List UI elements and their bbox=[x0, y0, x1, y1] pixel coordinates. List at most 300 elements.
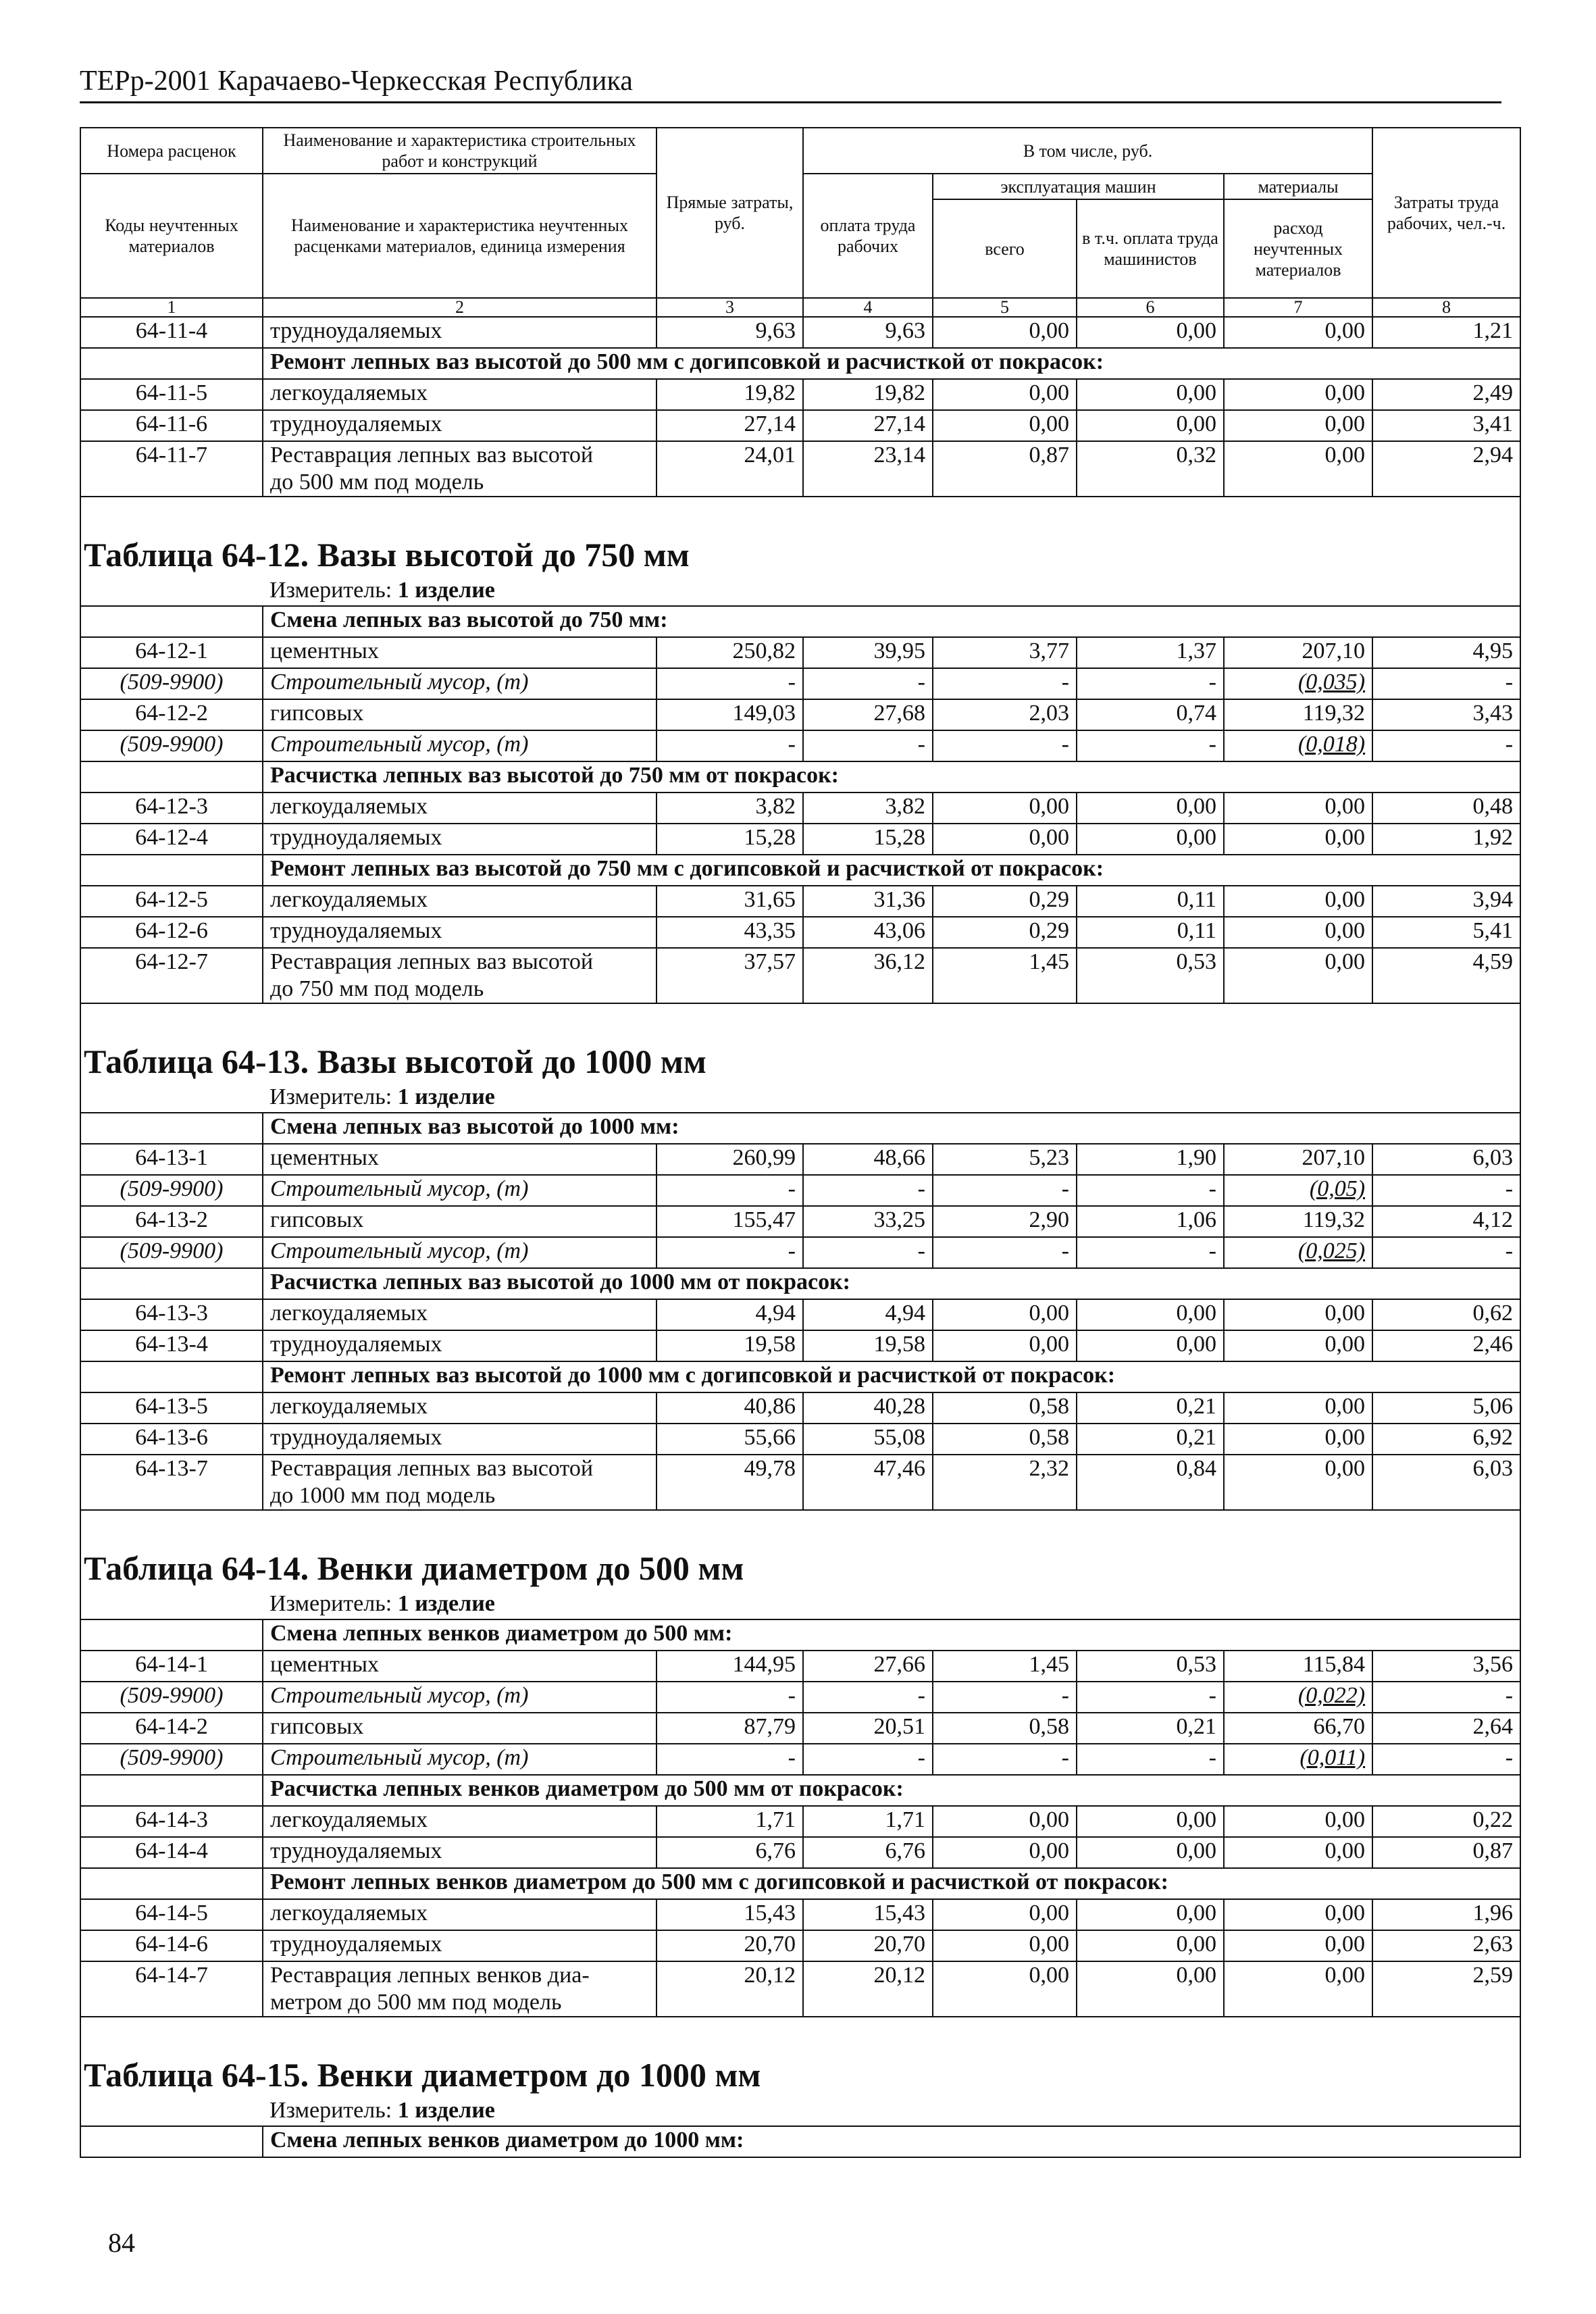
table-row bbox=[80, 1837, 1520, 1868]
group-title: Смена лепных венков диаметром до 500 мм: bbox=[263, 1619, 1372, 1651]
rate-code: 64-13-4 bbox=[80, 1330, 263, 1361]
direct-cost: 31,65 bbox=[657, 886, 803, 917]
rate-name bbox=[263, 1455, 657, 1510]
labor-pay: 4,94 bbox=[803, 1299, 933, 1330]
labor-cost: - bbox=[1372, 730, 1520, 761]
material-row bbox=[80, 1237, 1520, 1268]
materials-use: 0,00 bbox=[1224, 1961, 1372, 2017]
rate-name-line: до 750 мм под модель bbox=[270, 976, 484, 1001]
material-quantity: (0,025) bbox=[1297, 1238, 1366, 1263]
table-row bbox=[80, 917, 1520, 948]
labor-cost: 2,59 bbox=[1372, 1961, 1520, 2017]
col-code-bottom: Коды неучтенных материалов bbox=[80, 174, 263, 298]
materials-use bbox=[1224, 730, 1372, 761]
labor-cost: 1,21 bbox=[1372, 317, 1520, 348]
machines-total: 2,90 bbox=[933, 1206, 1077, 1237]
group-header-row bbox=[80, 606, 1520, 637]
labor-pay: 47,46 bbox=[803, 1455, 933, 1510]
direct-cost: 4,94 bbox=[657, 1299, 803, 1330]
col-incl: В том числе, руб. bbox=[803, 128, 1372, 174]
machines-total: 2,32 bbox=[933, 1455, 1077, 1510]
labor-pay: 6,76 bbox=[803, 1837, 933, 1868]
materials-use bbox=[1224, 668, 1372, 699]
materials-use: 119,32 bbox=[1224, 699, 1372, 730]
machines-pay: 0,84 bbox=[1077, 1455, 1224, 1510]
direct-cost: 27,14 bbox=[657, 410, 803, 441]
materials-use: 0,00 bbox=[1224, 1424, 1372, 1455]
group-blank bbox=[1372, 606, 1520, 637]
rate-name: легкоудаляемых bbox=[263, 886, 657, 917]
machines-pay: 0,00 bbox=[1077, 824, 1224, 855]
materials-use: 0,00 bbox=[1224, 1930, 1372, 1961]
table-row bbox=[80, 1424, 1520, 1455]
header-row-1 bbox=[80, 128, 1520, 174]
rate-code: 64-14-6 bbox=[80, 1930, 263, 1961]
machines-pay: 0,11 bbox=[1077, 886, 1224, 917]
materials-use: 0,00 bbox=[1224, 1392, 1372, 1424]
direct-cost: 37,57 bbox=[657, 948, 803, 1003]
machines-total: 0,58 bbox=[933, 1392, 1077, 1424]
rate-code: 64-12-2 bbox=[80, 699, 263, 730]
group-header-row bbox=[80, 1113, 1520, 1144]
group-blank bbox=[80, 606, 263, 637]
col-num: 7 bbox=[1224, 298, 1372, 317]
materials-use bbox=[1224, 1237, 1372, 1268]
machines-total: 0,00 bbox=[933, 1806, 1077, 1837]
direct-cost: 19,82 bbox=[657, 379, 803, 410]
rate-code: 64-13-7 bbox=[80, 1455, 263, 1510]
labor-cost: 1,96 bbox=[1372, 1899, 1520, 1930]
table-row bbox=[80, 1455, 1520, 1510]
materials-use: 0,00 bbox=[1224, 917, 1372, 948]
machines-pay: 0,21 bbox=[1077, 1713, 1224, 1744]
materials-use: 0,00 bbox=[1224, 824, 1372, 855]
material-name: Строительный мусор, (т) bbox=[263, 668, 657, 699]
direct-cost: 43,35 bbox=[657, 917, 803, 948]
group-header-row bbox=[80, 1619, 1520, 1651]
labor-cost: - bbox=[1372, 1682, 1520, 1713]
rate-code: 64-14-3 bbox=[80, 1806, 263, 1837]
labor-pay: 19,58 bbox=[803, 1330, 933, 1361]
machines-total: 1,45 bbox=[933, 1651, 1077, 1682]
rate-name bbox=[263, 948, 657, 1003]
col-num: 4 bbox=[803, 298, 933, 317]
rate-name-line: Реставрация лепных ваз высотой bbox=[270, 949, 594, 974]
materials-use bbox=[1224, 1682, 1372, 1713]
measure-value: 1 изделие bbox=[397, 1084, 495, 1109]
table-title: Таблица 64-13. Вазы высотой до 1000 мм bbox=[80, 1003, 1520, 1084]
machines-pay: 1,06 bbox=[1077, 1206, 1224, 1237]
rate-code: 64-12-4 bbox=[80, 824, 263, 855]
direct-cost: 149,03 bbox=[657, 699, 803, 730]
materials-use: 0,00 bbox=[1224, 886, 1372, 917]
group-header-row bbox=[80, 1868, 1520, 1899]
rate-name: трудноудаляемых bbox=[263, 317, 657, 348]
machines-pay: 1,90 bbox=[1077, 1144, 1224, 1175]
table-title-row bbox=[80, 1003, 1520, 1084]
materials-use: 0,00 bbox=[1224, 410, 1372, 441]
labor-pay: 27,66 bbox=[803, 1651, 933, 1682]
table-row bbox=[80, 441, 1520, 497]
table-row bbox=[80, 699, 1520, 730]
rate-name-line: до 1000 мм под модель bbox=[270, 1483, 496, 1508]
machines-total: - bbox=[933, 1682, 1077, 1713]
table-row bbox=[80, 1930, 1520, 1961]
direct-cost: 6,76 bbox=[657, 1837, 803, 1868]
machines-pay: 0,21 bbox=[1077, 1392, 1224, 1424]
group-blank bbox=[1372, 1361, 1520, 1392]
labor-cost: - bbox=[1372, 1744, 1520, 1775]
machines-pay: 0,00 bbox=[1077, 1930, 1224, 1961]
machines-total: 0,00 bbox=[933, 1961, 1077, 2017]
machines-pay: 0,00 bbox=[1077, 793, 1224, 824]
labor-cost: 6,03 bbox=[1372, 1144, 1520, 1175]
material-code: (509-9900) bbox=[80, 730, 263, 761]
table-row bbox=[80, 637, 1520, 668]
measure-unit bbox=[263, 577, 1372, 606]
labor-pay: 15,43 bbox=[803, 1899, 933, 1930]
col-labor-pay: оплата труда рабочих bbox=[803, 174, 933, 298]
machines-total: 5,23 bbox=[933, 1144, 1077, 1175]
rate-name-line: до 500 мм под модель bbox=[270, 470, 484, 495]
rate-name: трудноудаляемых bbox=[263, 1330, 657, 1361]
labor-pay: 55,08 bbox=[803, 1424, 933, 1455]
table-title: Таблица 64-12. Вазы высотой до 750 мм bbox=[80, 497, 1520, 577]
rate-name: легкоудаляемых bbox=[263, 1299, 657, 1330]
group-blank bbox=[80, 761, 263, 793]
machines-pay: 0,00 bbox=[1077, 1837, 1224, 1868]
material-code: (509-9900) bbox=[80, 1175, 263, 1206]
rate-code: 64-11-5 bbox=[80, 379, 263, 410]
col-num: 2 bbox=[263, 298, 657, 317]
labor-cost: 2,64 bbox=[1372, 1713, 1520, 1744]
machines-total: 0,00 bbox=[933, 824, 1077, 855]
labor-cost: - bbox=[1372, 1175, 1520, 1206]
labor-cost: 0,22 bbox=[1372, 1806, 1520, 1837]
col-num: 5 bbox=[933, 298, 1077, 317]
rate-code: 64-12-1 bbox=[80, 637, 263, 668]
machines-total: 0,29 bbox=[933, 917, 1077, 948]
rate-name: трудноудаляемых bbox=[263, 1930, 657, 1961]
machines-pay: - bbox=[1077, 1682, 1224, 1713]
labor-pay: 23,14 bbox=[803, 441, 933, 497]
col-num: 3 bbox=[657, 298, 803, 317]
labor-pay: 43,06 bbox=[803, 917, 933, 948]
table-row bbox=[80, 824, 1520, 855]
rate-name: трудноудаляемых bbox=[263, 917, 657, 948]
labor-pay: - bbox=[803, 668, 933, 699]
direct-cost: 250,82 bbox=[657, 637, 803, 668]
material-name: Строительный мусор, (т) bbox=[263, 730, 657, 761]
rate-code: 64-11-6 bbox=[80, 410, 263, 441]
labor-cost: 3,43 bbox=[1372, 699, 1520, 730]
direct-cost: 155,47 bbox=[657, 1206, 803, 1237]
labor-pay: - bbox=[803, 1744, 933, 1775]
labor-pay: 27,68 bbox=[803, 699, 933, 730]
group-header-row bbox=[80, 348, 1520, 379]
machines-total: 0,87 bbox=[933, 441, 1077, 497]
materials-use: 207,10 bbox=[1224, 1144, 1372, 1175]
col-direct: Прямые затраты, руб. bbox=[657, 128, 803, 298]
labor-cost: 4,12 bbox=[1372, 1206, 1520, 1237]
machines-total: 2,03 bbox=[933, 699, 1077, 730]
direct-cost: - bbox=[657, 668, 803, 699]
rate-code: 64-14-4 bbox=[80, 1837, 263, 1868]
machines-pay: 0,11 bbox=[1077, 917, 1224, 948]
labor-pay: 48,66 bbox=[803, 1144, 933, 1175]
materials-use: 66,70 bbox=[1224, 1713, 1372, 1744]
group-blank bbox=[80, 348, 263, 379]
machines-pay: 0,00 bbox=[1077, 1330, 1224, 1361]
group-title: Ремонт лепных венков диаметром до 500 мм с догипсовкой и расчисткой от покрасок: bbox=[263, 1868, 1372, 1899]
machines-total: - bbox=[933, 668, 1077, 699]
measure-unit bbox=[263, 1084, 1372, 1113]
material-quantity: (0,035) bbox=[1297, 670, 1366, 695]
direct-cost: - bbox=[657, 1682, 803, 1713]
machines-total: 3,77 bbox=[933, 637, 1077, 668]
rate-name: легкоудаляемых bbox=[263, 793, 657, 824]
machines-total: 1,45 bbox=[933, 948, 1077, 1003]
group-blank bbox=[1372, 1868, 1520, 1899]
table-title-row bbox=[80, 2017, 1520, 2097]
group-header-row bbox=[80, 1268, 1520, 1299]
table-row bbox=[80, 1206, 1520, 1237]
labor-pay: 20,51 bbox=[803, 1713, 933, 1744]
labor-pay: 39,95 bbox=[803, 637, 933, 668]
rate-code: 64-12-7 bbox=[80, 948, 263, 1003]
col-materials: материалы bbox=[1224, 174, 1372, 199]
machines-total: 0,00 bbox=[933, 1899, 1077, 1930]
table-row bbox=[80, 1961, 1520, 2017]
labor-pay: 19,82 bbox=[803, 379, 933, 410]
group-blank bbox=[80, 1868, 263, 1899]
direct-cost: 20,12 bbox=[657, 1961, 803, 2017]
rate-code: 64-14-5 bbox=[80, 1899, 263, 1930]
material-name: Строительный мусор, (т) bbox=[263, 1237, 657, 1268]
rate-code: 64-14-1 bbox=[80, 1651, 263, 1682]
materials-use: 119,32 bbox=[1224, 1206, 1372, 1237]
group-blank bbox=[1372, 2126, 1520, 2157]
table-title-row bbox=[80, 497, 1520, 577]
machines-pay: - bbox=[1077, 1175, 1224, 1206]
machines-pay: 1,37 bbox=[1077, 637, 1224, 668]
labor-cost: 2,63 bbox=[1372, 1930, 1520, 1961]
material-row bbox=[80, 668, 1520, 699]
machines-total: 0,58 bbox=[933, 1713, 1077, 1744]
header-rule bbox=[80, 101, 1501, 103]
rate-code: 64-14-2 bbox=[80, 1713, 263, 1744]
machines-pay: 0,74 bbox=[1077, 699, 1224, 730]
labor-cost: 4,59 bbox=[1372, 948, 1520, 1003]
labor-cost: 6,03 bbox=[1372, 1455, 1520, 1510]
measure-row bbox=[80, 1590, 1520, 1619]
group-title: Расчистка лепных ваз высотой до 1000 мм от покрасок: bbox=[263, 1268, 1372, 1299]
table-row bbox=[80, 1806, 1520, 1837]
direct-cost: 55,66 bbox=[657, 1424, 803, 1455]
rate-code: 64-14-7 bbox=[80, 1961, 263, 2017]
machines-total: 0,00 bbox=[933, 793, 1077, 824]
machines-total: 0,00 bbox=[933, 410, 1077, 441]
measure-label: Измеритель: bbox=[269, 1084, 392, 1109]
machines-pay: 0,00 bbox=[1077, 1806, 1224, 1837]
group-blank bbox=[1372, 1619, 1520, 1651]
rate-name bbox=[263, 441, 657, 497]
machines-pay: 0,21 bbox=[1077, 1424, 1224, 1455]
table-title: Таблица 64-14. Венки диаметром до 500 мм bbox=[80, 1510, 1520, 1590]
labor-cost: 3,41 bbox=[1372, 410, 1520, 441]
direct-cost: 260,99 bbox=[657, 1144, 803, 1175]
group-blank bbox=[80, 1361, 263, 1392]
col-name-top: Наименование и характеристика строительных работ и конструкций bbox=[263, 128, 657, 174]
labor-cost: 2,46 bbox=[1372, 1330, 1520, 1361]
rate-name-line: метром до 500 мм под модель bbox=[270, 1990, 562, 2015]
direct-cost: 3,82 bbox=[657, 793, 803, 824]
direct-cost: 144,95 bbox=[657, 1651, 803, 1682]
materials-use: 0,00 bbox=[1224, 1899, 1372, 1930]
rate-code: 64-11-7 bbox=[80, 441, 263, 497]
measure-value: 1 изделие bbox=[397, 2098, 495, 2123]
materials-use: 207,10 bbox=[1224, 637, 1372, 668]
measure-row bbox=[80, 1084, 1520, 1113]
direct-cost: 87,79 bbox=[657, 1713, 803, 1744]
machines-pay: 0,00 bbox=[1077, 317, 1224, 348]
labor-pay: 20,12 bbox=[803, 1961, 933, 2017]
col-code-top: Номера расценок bbox=[80, 128, 263, 174]
machines-pay: - bbox=[1077, 668, 1224, 699]
group-blank bbox=[1372, 1775, 1520, 1806]
direct-cost: 24,01 bbox=[657, 441, 803, 497]
rate-name: трудноудаляемых bbox=[263, 410, 657, 441]
material-row bbox=[80, 1682, 1520, 1713]
labor-pay: 33,25 bbox=[803, 1206, 933, 1237]
group-title: Ремонт лепных ваз высотой до 750 мм с догипсовкой и расчисткой от покрасок: bbox=[263, 855, 1372, 886]
labor-cost: 6,92 bbox=[1372, 1424, 1520, 1455]
material-row bbox=[80, 730, 1520, 761]
rate-code: 64-11-4 bbox=[80, 317, 263, 348]
direct-cost: 20,70 bbox=[657, 1930, 803, 1961]
table-row bbox=[80, 948, 1520, 1003]
table-row bbox=[80, 1651, 1520, 1682]
col-materials-use: расход неучтенных материалов bbox=[1224, 199, 1372, 298]
machines-pay: 0,00 bbox=[1077, 410, 1224, 441]
materials-use: 0,00 bbox=[1224, 1806, 1372, 1837]
column-numbers-row bbox=[80, 298, 1520, 317]
table-row bbox=[80, 1392, 1520, 1424]
material-row bbox=[80, 1744, 1520, 1775]
col-machines: эксплуатация машин bbox=[933, 174, 1224, 199]
materials-use: 0,00 bbox=[1224, 317, 1372, 348]
rate-code: 64-12-5 bbox=[80, 886, 263, 917]
rate-name: гипсовых bbox=[263, 699, 657, 730]
table-row bbox=[80, 793, 1520, 824]
labor-pay: 3,82 bbox=[803, 793, 933, 824]
direct-cost: 9,63 bbox=[657, 317, 803, 348]
labor-cost: - bbox=[1372, 1237, 1520, 1268]
materials-use: 0,00 bbox=[1224, 441, 1372, 497]
col-num: 1 bbox=[80, 298, 263, 317]
group-header-row bbox=[80, 761, 1520, 793]
material-code: (509-9900) bbox=[80, 1237, 263, 1268]
materials-use: 0,00 bbox=[1224, 1330, 1372, 1361]
machines-total: 0,58 bbox=[933, 1424, 1077, 1455]
material-name: Строительный мусор, (т) bbox=[263, 1175, 657, 1206]
labor-pay: - bbox=[803, 1237, 933, 1268]
rate-name: легкоудаляемых bbox=[263, 1806, 657, 1837]
rate-name: трудноудаляемых bbox=[263, 824, 657, 855]
machines-pay: 0,00 bbox=[1077, 379, 1224, 410]
direct-cost: 15,43 bbox=[657, 1899, 803, 1930]
rate-code: 64-12-6 bbox=[80, 917, 263, 948]
labor-cost: 1,92 bbox=[1372, 824, 1520, 855]
rate-name: цементных bbox=[263, 637, 657, 668]
machines-total: - bbox=[933, 1744, 1077, 1775]
group-title: Ремонт лепных ваз высотой до 500 мм с догипсовкой и расчисткой от покрасок: bbox=[263, 348, 1372, 379]
group-blank bbox=[1372, 761, 1520, 793]
direct-cost: 49,78 bbox=[657, 1455, 803, 1510]
col-num: 6 bbox=[1077, 298, 1224, 317]
labor-pay: 1,71 bbox=[803, 1806, 933, 1837]
table-row bbox=[80, 410, 1520, 441]
materials-use bbox=[1224, 1175, 1372, 1206]
labor-cost: 2,49 bbox=[1372, 379, 1520, 410]
col-name-bottom: Наименование и характеристика неучтенных расценками материалов, единица измерения bbox=[263, 174, 657, 298]
machines-pay: - bbox=[1077, 1237, 1224, 1268]
group-blank bbox=[80, 1775, 263, 1806]
measure-label: Измеритель: bbox=[269, 1591, 392, 1616]
labor-cost: - bbox=[1372, 668, 1520, 699]
table-row bbox=[80, 379, 1520, 410]
page-number: 84 bbox=[108, 2228, 135, 2258]
material-name: Строительный мусор, (т) bbox=[263, 1744, 657, 1775]
group-blank bbox=[80, 855, 263, 886]
table-row bbox=[80, 1299, 1520, 1330]
measure-row bbox=[80, 2097, 1520, 2126]
labor-cost: 3,94 bbox=[1372, 886, 1520, 917]
machines-total: 0,00 bbox=[933, 1299, 1077, 1330]
material-code: (509-9900) bbox=[80, 668, 263, 699]
group-blank bbox=[1372, 348, 1520, 379]
table-row bbox=[80, 1713, 1520, 1744]
labor-pay: 40,28 bbox=[803, 1392, 933, 1424]
material-code: (509-9900) bbox=[80, 1744, 263, 1775]
materials-use: 0,00 bbox=[1224, 379, 1372, 410]
machines-total: 0,00 bbox=[933, 379, 1077, 410]
rate-name: трудноудаляемых bbox=[263, 1837, 657, 1868]
table-row bbox=[80, 1330, 1520, 1361]
machines-pay: 0,00 bbox=[1077, 1299, 1224, 1330]
measure-label: Измеритель: bbox=[269, 2098, 392, 2123]
measure-label: Измеритель: bbox=[269, 578, 392, 603]
rate-code: 64-13-1 bbox=[80, 1144, 263, 1175]
labor-pay: 27,14 bbox=[803, 410, 933, 441]
rate-name: легкоудаляемых bbox=[263, 1392, 657, 1424]
running-header: ТЕРр-2001 Карачаево-Черкесская Республика bbox=[80, 66, 633, 97]
machines-total: 0,29 bbox=[933, 886, 1077, 917]
rate-name-line: Реставрация лепных ваз высотой bbox=[270, 1456, 594, 1481]
materials-use: 115,84 bbox=[1224, 1651, 1372, 1682]
machines-pay: 0,32 bbox=[1077, 441, 1224, 497]
materials-use: 0,00 bbox=[1224, 793, 1372, 824]
col-machines-total: всего bbox=[933, 199, 1077, 298]
materials-use: 0,00 bbox=[1224, 1299, 1372, 1330]
group-blank bbox=[1372, 1113, 1520, 1144]
material-quantity: (0,05) bbox=[1309, 1176, 1366, 1201]
group-blank bbox=[80, 2126, 263, 2157]
group-title: Расчистка лепных венков диаметром до 500 мм от покрасок: bbox=[263, 1775, 1372, 1806]
material-row bbox=[80, 1175, 1520, 1206]
group-title: Расчистка лепных ваз высотой до 750 мм от покрасок: bbox=[263, 761, 1372, 793]
materials-use bbox=[1224, 1744, 1372, 1775]
